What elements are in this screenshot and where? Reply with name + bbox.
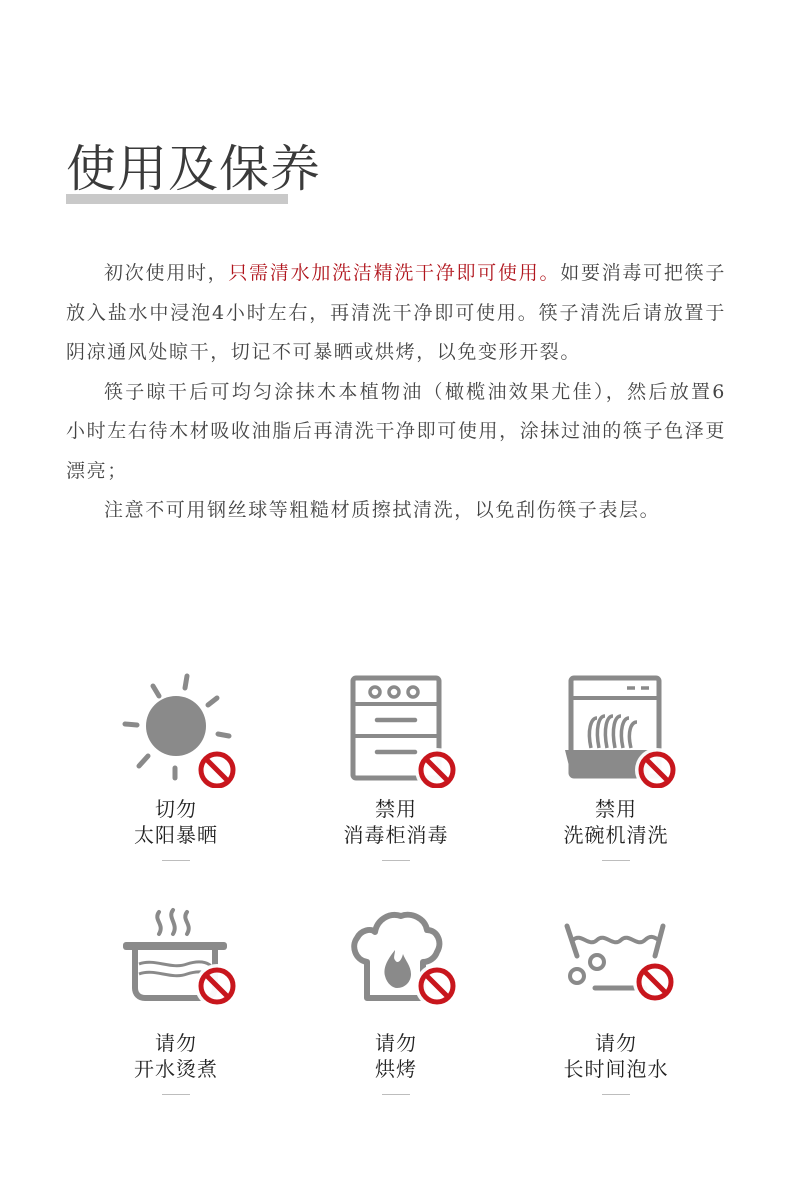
care-item-label [564,1030,669,1082]
label-line-2: 开水烫煮 [134,1057,218,1081]
dishwasher-icon [551,668,681,788]
prohibited-icon [111,902,241,1022]
label-line-1: 请勿 [595,1031,637,1055]
care-item-boiling [66,902,286,1102]
title-block [66,138,356,204]
paragraph-first-use [66,254,726,373]
label-line-2: 消毒柜消毒 [343,823,449,847]
page-title: 使用及保养 [66,140,321,198]
paragraph-oil: 筷子晾干后可均匀涂抹木本植物油（橄榄油效果尤佳），然后放置6小时左右待木材吸收油脂后再清洗干净即可使用，涂抹过油的筷子色泽更漂亮； [66,380,726,482]
care-item-dishwasher [506,668,726,868]
label-line-2: 长时间泡水 [563,1057,669,1081]
care-description [66,254,726,531]
label-line-2: 洗碗机清洗 [563,823,669,847]
care-item-label [134,796,218,848]
care-item-baking [286,902,506,1102]
prohibited-icon [111,668,241,788]
label-line-1: 切勿 [155,797,197,821]
divider [162,1094,190,1095]
prohibited-icon [331,902,461,1022]
label-line-1: 请勿 [375,1031,417,1055]
divider [382,860,410,861]
sterilizer-cabinet-icon [331,668,461,788]
label-line-1: 禁用 [595,797,637,821]
first-use-text: 初次使用时， [104,262,229,284]
highlight-text: 只需清水加洗洁精洗干净即可使用。 [228,262,561,284]
care-item-label [134,1030,218,1082]
oven-flame-icon [331,902,461,1022]
prohibited-icon [331,668,461,788]
prohibited-icon [551,902,681,1022]
label-line-1: 请勿 [155,1031,197,1055]
sun-icon [111,668,241,788]
disinfect-text: 如要消毒可把筷子放入盐水中浸泡4小时左右，再清洗干净即可使用。筷子清洗后请放置于阴凉通风处晾干，切记不可暴晒或烘烤，以免变形开裂。 [66,262,726,363]
care-item-sun [66,668,286,868]
boiling-pot-icon [111,902,241,1022]
care-icon-grid [66,668,726,1108]
label-line-2: 太阳暴晒 [134,823,218,847]
divider [162,860,190,861]
care-item-soaking [506,902,726,1102]
paragraph-cleaning-note: 注意不可用钢丝球等粗糙材质擦拭清洗，以免刮伤筷子表层。 [104,499,661,521]
divider [602,860,630,861]
divider [602,1094,630,1095]
label-line-1: 禁用 [375,797,417,821]
care-item-label [375,1030,417,1082]
care-item-label [564,796,669,848]
prohibited-icon [551,668,681,788]
care-item-sterilizer [286,668,506,868]
care-item-label [344,796,449,848]
divider [382,1094,410,1095]
label-line-2: 烘烤 [375,1057,417,1081]
water-soak-icon [551,902,681,1022]
